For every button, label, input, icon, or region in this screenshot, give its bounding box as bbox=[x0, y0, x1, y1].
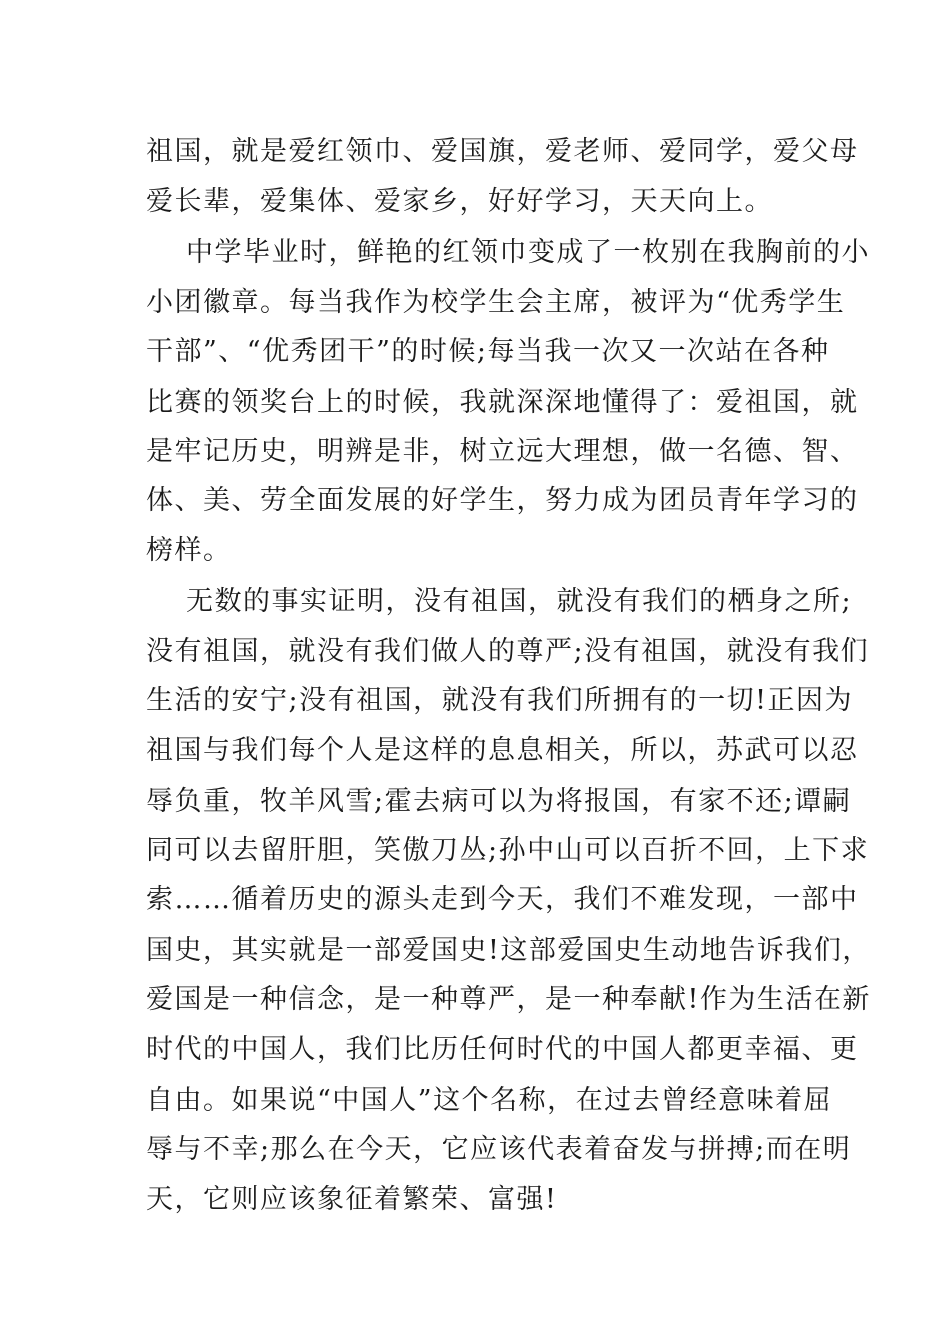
text-line: 比赛的领奖台上的时候，我就深深地懂得了：爱祖国，就 bbox=[146, 387, 859, 418]
text-line: 生活的安宁;没有祖国，就没有我们所拥有的一切!正因为 bbox=[146, 685, 853, 716]
text-line: 小团徽章。每当我作为校学生会主席，被评为“优秀学生 bbox=[146, 287, 846, 318]
text-line: 祖国，就是爱红领巾、爱国旗，爱老师、爱同学，爱父母 bbox=[146, 136, 859, 167]
text-line: 国史，其实就是一部爱国史!这部爱国史生动地告诉我们， bbox=[146, 935, 871, 966]
text-line: 干部”、“优秀团干”的时候;每当我一次又一次站在各种 bbox=[146, 336, 830, 367]
text-line: 时代的中国人，我们比历任何时代的中国人都更幸福、更 bbox=[146, 1034, 859, 1065]
text-line: 是牢记历史，明辨是非，树立远大理想，做一名德、智、 bbox=[146, 436, 859, 467]
text-line: 天，它则应该象征着繁荣、富强! bbox=[146, 1184, 558, 1215]
text-line: 榜样。 bbox=[146, 535, 232, 566]
text-line: 自由。如果说“中国人”这个名称，在过去曾经意味着屈 bbox=[146, 1085, 833, 1116]
text-line: 同可以去留肝胆，笑傲刀丛;孙中山可以百折不回，上下求 bbox=[146, 835, 870, 866]
text-line: 爱国是一种信念，是一种尊严，是一种奉献!作为生活在新 bbox=[146, 984, 871, 1015]
text-line: 索……循着历史的源头走到今天，我们不难发现，一部中 bbox=[146, 884, 859, 915]
text-line: 辱负重，牧羊风雪;霍去病可以为将报国，有家不还;谭嗣 bbox=[146, 786, 852, 817]
text-line: 没有祖国，就没有我们做人的尊严;没有祖国，就没有我们 bbox=[146, 636, 870, 667]
paragraph-first-line: 中学毕业时，鲜艳的红领巾变成了一枚别在我胸前的小 bbox=[186, 237, 870, 268]
text-line: 辱与不幸;那么在今天，它应该代表着奋发与拼搏;而在明 bbox=[146, 1134, 852, 1165]
paragraph-first-line: 无数的事实证明，没有祖国，就没有我们的栖身之所; bbox=[186, 586, 853, 617]
text-line: 爱长辈，爱集体、爱家乡，好好学习，天天向上。 bbox=[146, 186, 773, 217]
text-line: 祖国与我们每个人是这样的息息相关，所以，苏武可以忍 bbox=[146, 735, 859, 766]
text-line: 体、美、劳全面发展的好学生，努力成为团员青年学习的 bbox=[146, 485, 859, 516]
